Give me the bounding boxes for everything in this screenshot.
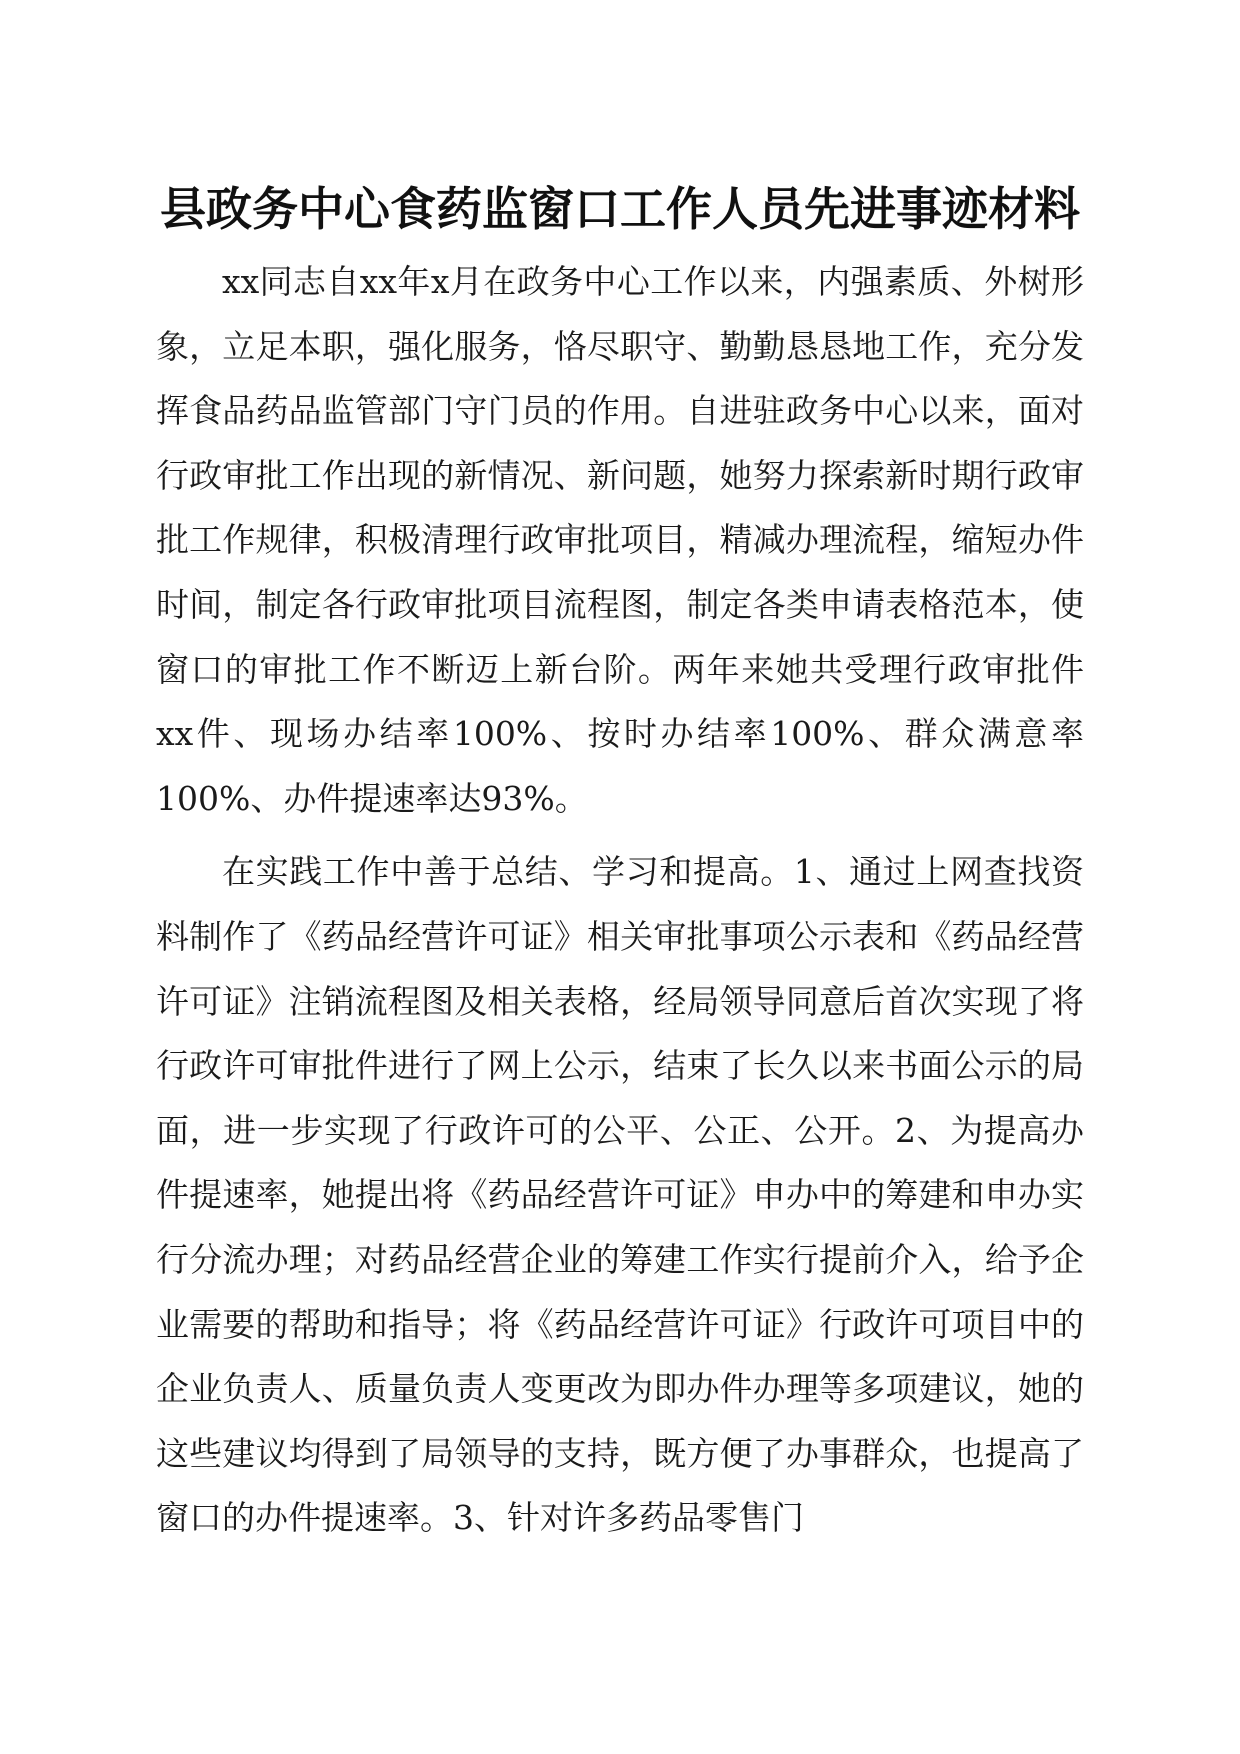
paragraph-2: 在实践工作中善于总结、学习和提高。1、通过上网查找资料制作了《药品经营许可证》相关审批事项公示表和《药品经营许可证》注销流程图及相关表格，经局领导同意后首次实现了将行政许可审批件进行了网上公示，结束了长久以来书面公示的局面，进一步实现了行政许可的公平、公正、公开。2、为提高办件提速率，她提出将《药品经营许可证》申办中的筹建和申办实行分流办理；对药品经营企业的筹建工作实行提前介入，给予企业需要的帮助和指导；将《药品经营许可证》行政许可项目中的企业负责人、质量负责人变更改为即办件办理等多项建议，她的这些建议均得到了局领导的支持，既方便了办事群众，也提高了窗口的办件提速率。3、针对许多药品零售门 xyxy=(156,852,1084,1538)
paragraph-1: xx同志自xx年x月在政务中心工作以来，内强素质、外树形象，立足本职，强化服务，恪尽职守、勤勤恳恳地工作，充分发挥食品药品监管部门守门员的作用。自进驻政务中心以来，面对行政审批工作出现的新情况、新问题，她努力探索新时期行政审批工作规律，积极清理行政审批项目，精减办理流程，缩短办件时间，制定各行政审批项目流程图，制定各类申请表格范本，使窗口的审批工作不断迈上新台阶。两年来她共受理行政审批件xx件、现场办结率100%、按时办结率100%、群众满意率100%、办件提速率达93%。 xyxy=(156,262,1084,818)
document-body xyxy=(156,250,1084,1551)
document-title: 县政务中心食药监窗口工作人员先进事迹材料 xyxy=(160,182,1080,236)
